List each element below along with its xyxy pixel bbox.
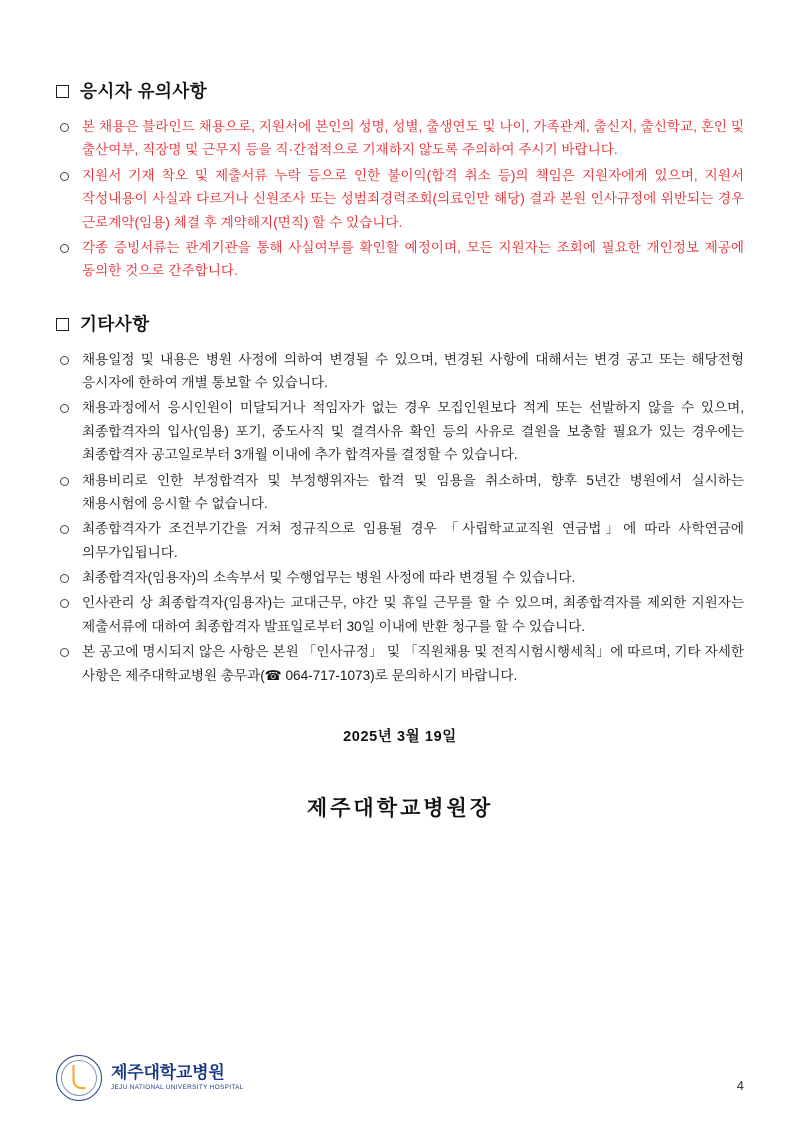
list-item: 인사관리 상 최종합격자(임용자)는 교대근무, 야간 및 휴일 근무를 할 수 있으며, 최종합격자를 제외한 지원자는 제출서류에 대하여 최종합격자 발표일로부터 30일 이내에 반환 청구를 할 수 있습니다. — [56, 591, 744, 638]
square-bullet-icon — [56, 85, 69, 98]
section-title: 기타사항 — [80, 313, 150, 334]
logo-text — [111, 1064, 244, 1091]
list-item: 채용비리로 인한 부정합격자 및 부정행위자는 합격 및 임용을 취소하며, 향후 5년간 병원에서 실시하는 채용시험에 응시할 수 없습니다. — [56, 469, 744, 516]
signatory-title: 제주대학교병원장 — [306, 796, 494, 820]
hospital-logo — [56, 1055, 244, 1101]
section-heading — [56, 311, 744, 336]
page-number: 4 — [736, 1078, 744, 1093]
list-item: 각종 증빙서류는 관계기관을 통해 사실여부를 확인할 예정이며, 모든 지원자는 조회에 필요한 개인정보 제공에 동의한 것으로 간주합니다. — [56, 236, 744, 283]
logo-j-glyph — [73, 1065, 86, 1089]
logo-name-korean: 제주대학교병원 — [111, 1063, 225, 1083]
page-footer — [0, 1043, 800, 1107]
hospital-emblem-icon — [56, 1055, 102, 1101]
other-matters-list — [56, 348, 744, 687]
list-item: 채용일정 및 내용은 병원 사정에 의하여 변경될 수 있으며, 변경된 사항에 대해서는 변경 공고 또는 해당전형 응시자에 한하여 개별 통보할 수 있습니다. — [56, 348, 744, 395]
list-item: 최종합격자가 조건부기간을 거쳐 정규직으로 임용될 경우 「사립학교교직원 연금법」에 따라 사학연금에 의무가입됩니다. — [56, 517, 744, 564]
section-title: 응시자 유의사항 — [80, 81, 208, 101]
list-item: 본 공고에 명시되지 않은 사항은 본원 「인사규정」 및 「직원채용 및 전직시험시행세칙」에 따르며, 기타 자세한 사항은 제주대학교병원 총무과(☎ 064-717-1073)로 문의하시기 바랍니다. — [56, 640, 744, 687]
section-applicant-notice — [56, 78, 744, 283]
announcement-date: 2025년 3월 19일 — [343, 728, 457, 745]
list-item: 본 채용은 블라인드 채용으로, 지원서에 본인의 성명, 성별, 출생연도 및 나이, 가족관계, 출신지, 출신학교, 혼인 및 출산여부, 직장명 및 근무지 등을 직·간접적으로 기재하지 않도록 주의하여 주시기 바랍니다. — [56, 115, 744, 162]
square-bullet-icon — [56, 318, 69, 331]
list-item: 최종합격자(임용자)의 소속부서 및 수행업무는 병원 사정에 따라 변경될 수 있습니다. — [56, 566, 744, 589]
list-item: 지원서 기재 착오 및 제출서류 누락 등으로 인한 불이익(합격 취소 등)의 책임은 지원자에게 있으며, 지원서 작성내용이 사실과 다르거나 신원조사 또는 성범죄경력조회(의료인만 해당) 결과 본원 인사규정에 위반되는 경우 근로계약(임용) 체결 후 계약해지(면직) 할 수 있습니다. — [56, 164, 744, 234]
logo-name-english: JEJU NATIONAL UNIVERSITY HOSPITAL — [111, 1084, 244, 1092]
section-heading — [56, 78, 744, 103]
section-spacer — [56, 285, 744, 311]
section-other-matters — [56, 311, 744, 687]
list-item: 채용과정에서 응시인원이 미달되거나 적임자가 없는 경우 모집인원보다 적게 또는 선발하지 않을 수 있으며, 최종합격자의 입사(임용) 포기, 중도사직 및 결격사유 확인 등의 사유로 결원을 보충할 필요가 있는 경우에는 최종합격자 공고일로부터 3개월 이내에 추가 합격자를 결정할 수 있습니다. — [56, 396, 744, 466]
applicant-notice-list — [56, 115, 744, 283]
